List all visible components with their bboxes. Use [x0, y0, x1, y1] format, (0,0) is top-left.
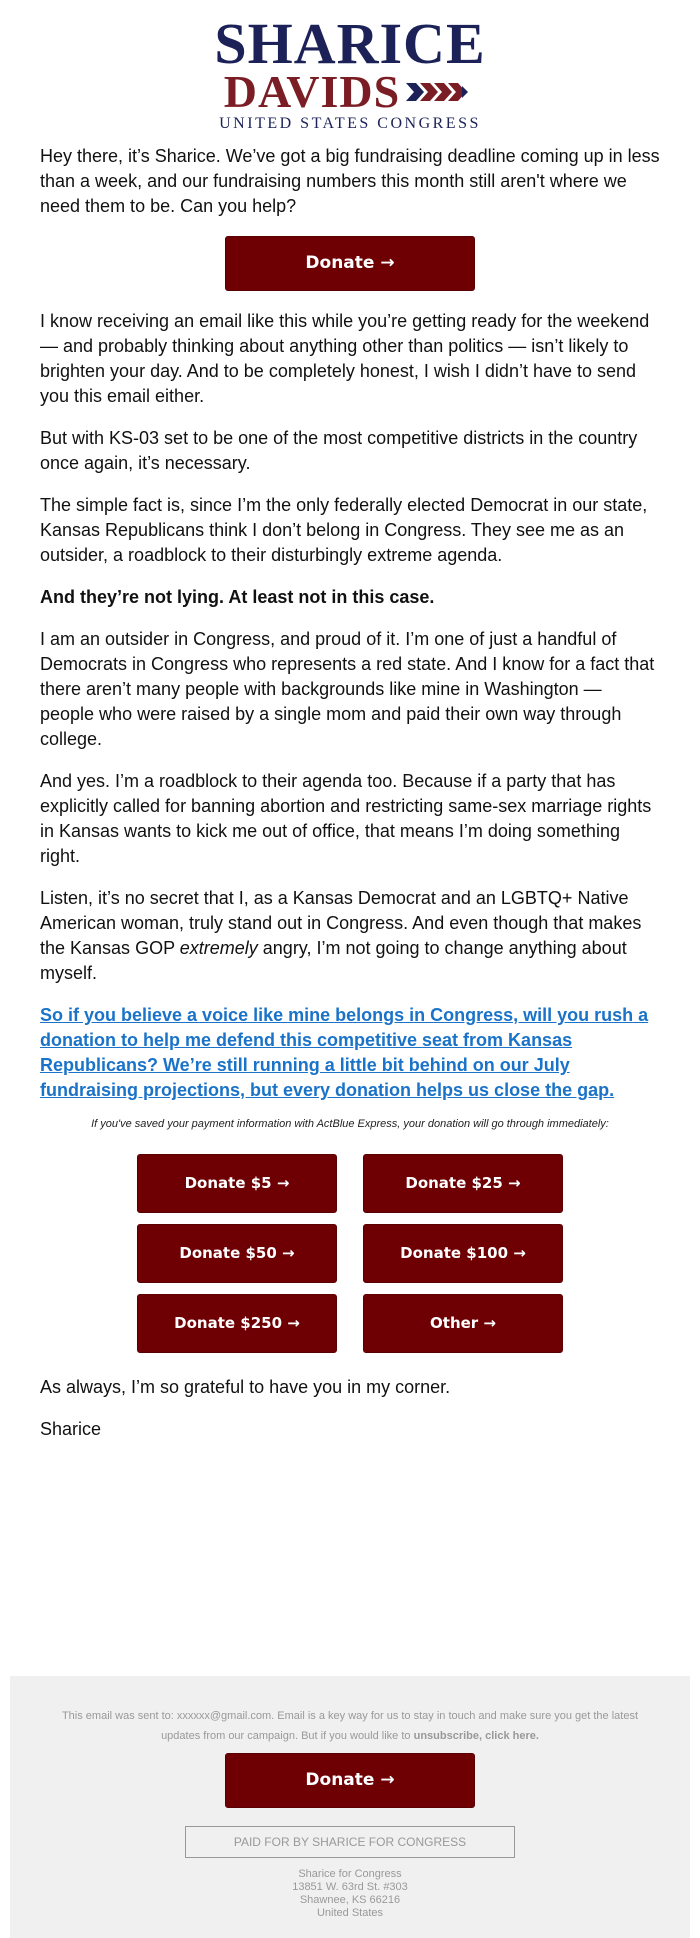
- address-line: Sharice for Congress: [298, 1868, 402, 1880]
- donation-appeal-link[interactable]: So if you believe a voice like mine belongs in Congress, will you rush a donation to help me defend this competitive seat from Kansas Republicans? We’re still running a little bit behind on our July fundraising projections, but every donation helps us close the gap.: [40, 1005, 649, 1100]
- paragraph: But with KS-03 set to be one of the most competitive districts in the country once again, it’s necessary.: [40, 428, 638, 473]
- donate-250-button[interactable]: Donate $250 →: [137, 1294, 337, 1353]
- donate-other-button[interactable]: Other →: [363, 1294, 563, 1353]
- footer-donate-button[interactable]: Donate →: [225, 1753, 475, 1808]
- logo-last-name: DAVIDS: [223, 66, 401, 117]
- paragraph-text: angry, I’m not going to change anything about myself.: [40, 938, 627, 983]
- campaign-logo: [0, 11, 700, 134]
- intro-paragraph: Hey there, it’s Sharice. We’ve got a big fundraising deadline coming up in less than a week, and our fundraising numbers this month still aren't where we need them to be. Can you help?: [40, 146, 660, 216]
- address-line: Shawnee, KS 66216: [299, 1894, 401, 1906]
- paragraph: And yes. I’m a roadblock to their agenda too. Because if a party that has explicitly called for banning abortion and restricting same-sex marriage rights in Kansas wants to kick me out of office, that means I’m doing something right.: [40, 771, 652, 866]
- paragraph: I know receiving an email like this while you’re getting ready for the weekend — and probably thinking about anything other than politics — isn’t likely to brighten your day. And to be completely honest, I wish I didn’t have to send you this email either.: [40, 311, 650, 406]
- address-line: United States: [316, 1907, 384, 1919]
- email-footer: [10, 1676, 690, 1938]
- logo-first-name: SHARICE: [214, 11, 486, 76]
- paragraph: The simple fact is, since I’m the only federally elected Democrat in our state, Kansas Republicans think I don’t belong in Congress. They see me as an outsider, a roadblock to their disturbingly extreme agenda.: [40, 495, 648, 565]
- email-body: [40, 144, 660, 1459]
- actblue-express-note: If you've saved your payment information with ActBlue Express, your donation will go through immediately:: [91, 1118, 609, 1130]
- donate-50-button[interactable]: Donate $50 →: [137, 1224, 337, 1283]
- closing-paragraph: As always, I’m so grateful to have you in my corner.: [40, 1377, 451, 1397]
- signature: Sharice: [40, 1419, 102, 1439]
- paragraph-text: Listen, it’s no secret that I, as a Kansas Democrat and an LGBTQ+ Native American woman, truly stand out in Congress. And even though that makes the Kansas GOP: [40, 888, 642, 958]
- bold-paragraph: And they’re not lying. At least not in this case.: [40, 587, 435, 607]
- address-line: 13851 W. 63rd St. #303: [292, 1881, 408, 1893]
- paid-for-disclaimer: PAID FOR BY SHARICE FOR CONGRESS: [185, 1826, 515, 1858]
- mailing-address: [10, 1868, 690, 1920]
- donate-button[interactable]: Donate →: [225, 236, 475, 291]
- paragraph: [40, 886, 660, 986]
- logo-subtitle: UNITED STATES CONGRESS: [219, 115, 481, 132]
- chevron-arrow-icon: [406, 81, 476, 103]
- unsubscribe-link[interactable]: unsubscribe, click here.: [413, 1730, 539, 1742]
- footer-sent-to-text: This email was sent to: xxxxxx@gmail.com. Email is a key way for us to stay in touch and make sure you get the latest updates from our campaign. But if you would like to: [61, 1710, 639, 1742]
- paragraph: I am an outsider in Congress, and proud of it. I’m one of just a handful of Democrats in Congress who represents a red state. And I know for a fact that there aren’t many people with backgrounds like mine in Washington — people who were raised by a single mom and paid their own way through college.: [40, 629, 655, 749]
- emphasis-text: extremely: [179, 938, 258, 958]
- footer-message: [55, 1706, 645, 1746]
- donate-25-button[interactable]: Donate $25 →: [363, 1154, 563, 1213]
- donate-100-button[interactable]: Donate $100 →: [363, 1224, 563, 1283]
- donate-5-button[interactable]: Donate $5 →: [137, 1154, 337, 1213]
- donation-amount-grid: [40, 1154, 660, 1353]
